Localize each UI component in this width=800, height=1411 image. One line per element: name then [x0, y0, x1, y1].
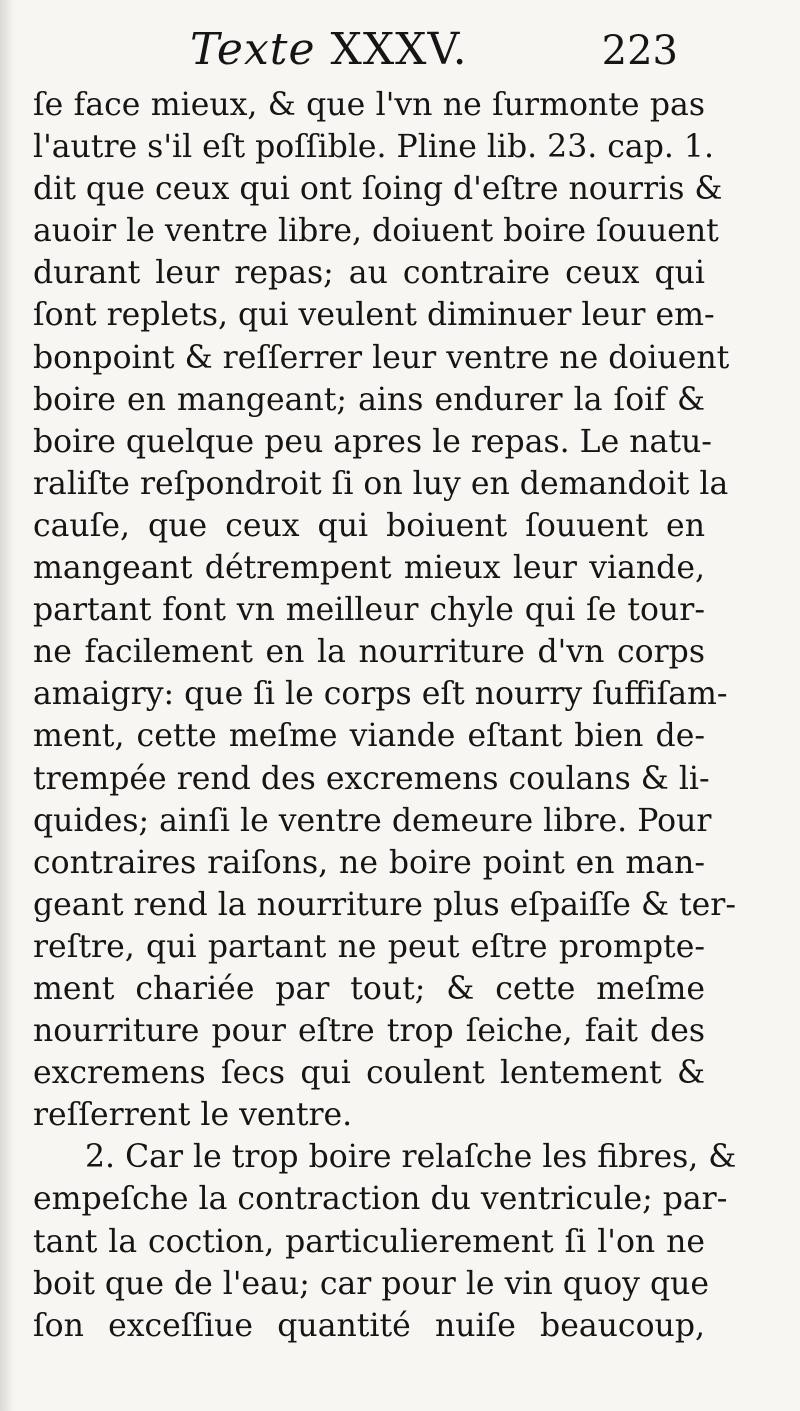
text-line: ment chariée par tout; & cette meſme [33, 970, 705, 1007]
page-gutter-shadow [0, 0, 14, 1411]
text-line: boire en mangeant; ains endurer la ſoif & [33, 381, 705, 418]
text-line: ſe face mieux, & que l'vn ne ſurmonte pas [33, 87, 705, 123]
text-line: amaigry: que ſi le corps eſt nourry ſuffiſam- [33, 676, 728, 713]
text-line: reſtre, qui partant ne peut eſtre prompte- [33, 928, 705, 965]
text-line: partant font vn meilleur chyle qui ſe tour- [33, 592, 705, 629]
text-line: empeſche la contraction du ventricule; par- [33, 1181, 728, 1218]
text-line: boit que de l'eau; car pour le vin quoy que [33, 1265, 710, 1302]
page-number: 223 [601, 28, 678, 74]
text-line: 2. Car le trop boire relaſche les fibres, & [85, 1139, 737, 1176]
text-line: trempée rend des excremens coulans & li- [33, 760, 710, 797]
running-header [0, 18, 800, 88]
text-line: tant la coction, particulierement ſi l'on ne [33, 1223, 705, 1260]
text-line: durant leur repas; au contraire ceux qui [33, 255, 705, 292]
text-line: nourriture pour eſtre trop ſeiche, fait des [33, 1013, 705, 1050]
body-text [33, 84, 737, 1347]
text-line: l'autre s'il eſt poſſible. Pline lib. 23. cap. 1. [33, 129, 714, 166]
text-line: ſont replets, qui veulent diminuer leur em- [33, 297, 715, 334]
text-line: boire quelque peu apres le repas. Le natu- [33, 423, 712, 460]
text-line: bonpoint & reſſerrer leur ventre ne doiuent [33, 339, 730, 376]
text-line: contraires raiſons, ne boire point en man- [33, 844, 705, 881]
text-line: cauſe, que ceux qui boiuent ſouuent en [33, 507, 705, 544]
text-line: dit que ceux qui ont ſoing d'eſtre nourris & [33, 171, 723, 208]
text-line: mangeant détrempent mieux leur viande, [33, 550, 705, 587]
text-line: raliſte reſpondroit ſi on luy en demandoit la [33, 465, 729, 502]
running-title-numeral: XXXV. [330, 24, 468, 75]
text-line: excremens ſecs qui coulent lentement & [33, 1055, 705, 1092]
text-line: geant rend la nourriture plus eſpaiſſe & ter- [33, 886, 737, 923]
running-title [190, 24, 468, 75]
text-line: ſon exceſſiue quantité nuiſe beaucoup, [33, 1307, 705, 1344]
running-title-word: Texte [190, 24, 316, 75]
text-line: reſſerrent le ventre. [33, 1097, 353, 1134]
text-line: auoir le ventre libre, doiuent boire ſouuent [33, 213, 719, 250]
text-line: ment, cette meſme viande eſtant bien de- [33, 718, 705, 755]
text-line: quides; ainſi le ventre demeure libre. Pour [33, 802, 712, 839]
text-line: ne facilement en la nourriture d'vn corps [33, 634, 705, 671]
